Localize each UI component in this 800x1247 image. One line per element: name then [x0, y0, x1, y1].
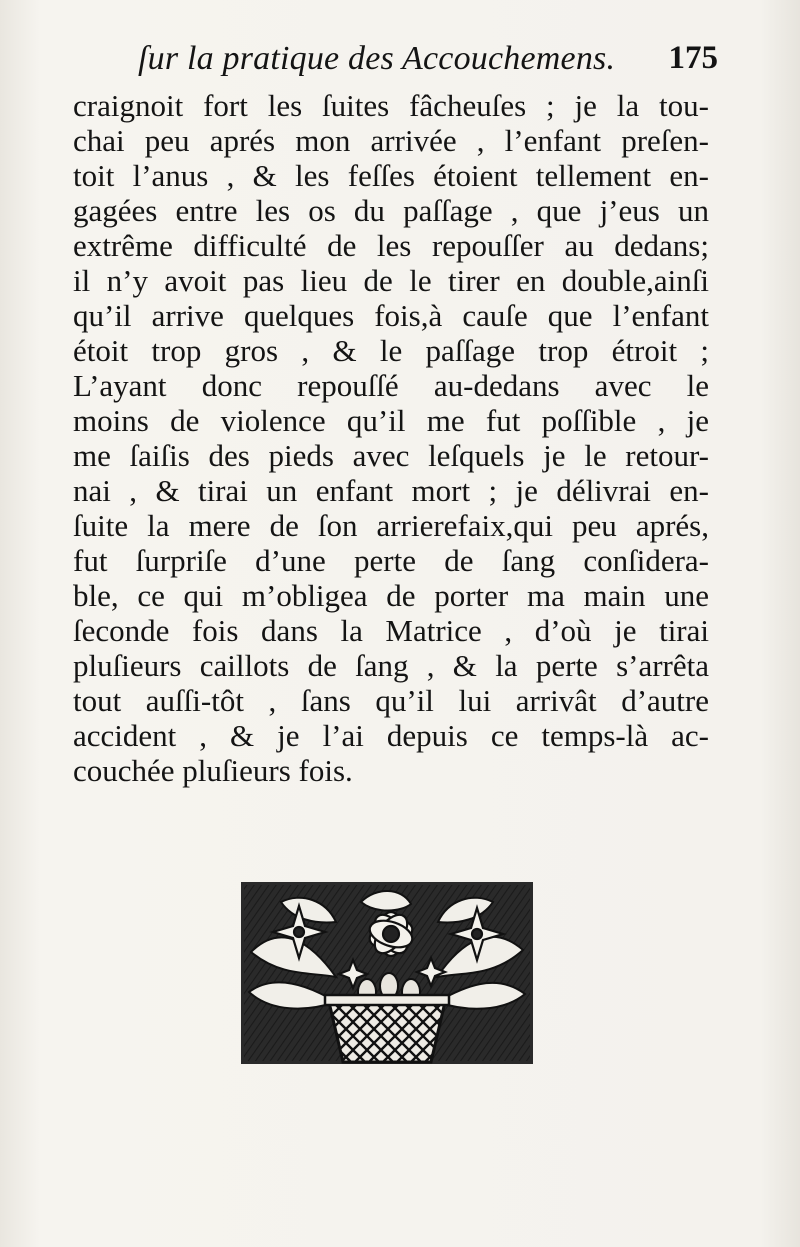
text-line: L’ayant donc repouſſé au-dedans avec le	[73, 368, 709, 403]
text-line: couchée pluſieurs fois.	[73, 753, 353, 788]
text-line: accident , & je l’ai depuis ce temps-là ac-	[73, 718, 709, 753]
running-title: ſur la pratique des Accouchemens.	[138, 40, 616, 77]
text-line: fut ſurpriſe d’une perte de ſang conſidera-	[73, 543, 709, 578]
text-line: ſeconde fois dans la Matrice , d’où je tirai	[73, 613, 709, 648]
text-line: chai peu aprés mon arrivée , l’enfant preſen-	[73, 123, 709, 158]
text-line: craignoit fort les ſuites fâcheuſes ; je la tou-	[73, 88, 709, 123]
flower-basket-woodcut-icon	[241, 882, 533, 1064]
text-line: ble, ce qui m’obligea de porter ma main une	[73, 578, 709, 613]
text-line: il n’y avoit pas lieu de le tirer en double,ainſi	[73, 263, 709, 298]
text-line: gagées entre les os du paſſage , que j’eus un	[73, 193, 709, 228]
text-line: pluſieurs caillots de ſang , & la perte s’arrêta	[73, 648, 709, 683]
text-line: extrême difficulté de les repouſſer au dedans;	[73, 228, 709, 263]
body-text	[73, 88, 709, 788]
page-number: 175	[668, 40, 718, 76]
text-line: nai , & tirai un enfant mort ; je délivrai en-	[73, 473, 709, 508]
running-head	[138, 40, 718, 88]
text-line: me ſaiſis des pieds avec leſquels je le retour-	[73, 438, 709, 473]
text-line: ſuite la mere de ſon arrierefaix,qui peu aprés,	[73, 508, 709, 543]
text-line: toit l’anus , & les feſſes étoient tellement en-	[73, 158, 709, 193]
text-line: tout auſſi-tôt , ſans qu’il lui arrivât d’autre	[73, 683, 709, 718]
text-line: moins de violence qu’il me fut poſſible , je	[73, 403, 709, 438]
text-line: qu’il arrive quelques fois,à cauſe que l’enfant	[73, 298, 709, 333]
text-line: étoit trop gros , & le paſſage trop étroit ;	[73, 333, 709, 368]
